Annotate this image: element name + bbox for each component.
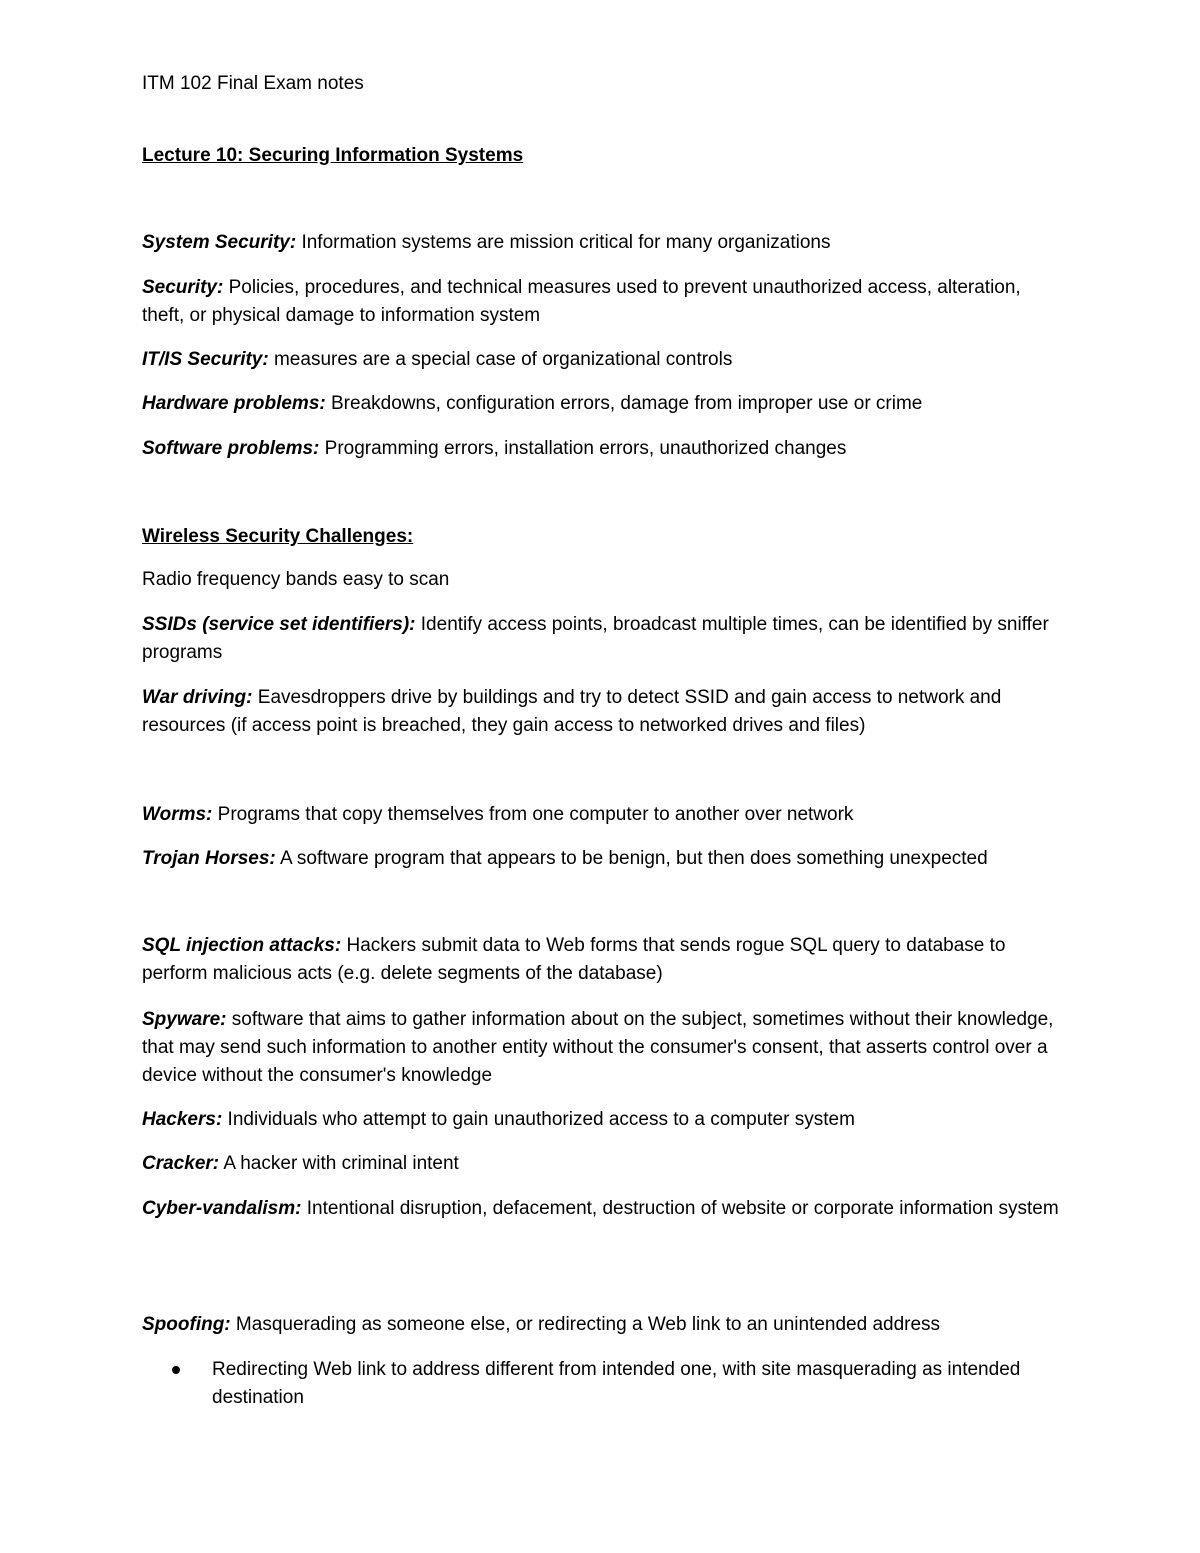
entry-system-security <box>142 229 1062 257</box>
definition-text: A hacker with criminal intent <box>219 1153 459 1174</box>
term-label: SSIDs (service set identifiers): <box>142 614 416 635</box>
entry-hackers <box>142 1106 1062 1134</box>
term-label: Cyber-vandalism: <box>142 1198 302 1219</box>
entry-spoofing <box>142 1311 1062 1339</box>
definition-text: software that aims to gather information about on the subject, sometimes without their knowledge, that may send such information to another entity without the consumer's consent, that asserts control over a device without the consumer's knowledge <box>142 1009 1054 1086</box>
definition-text: A software program that appears to be benign, but then does something unexpected <box>275 848 988 869</box>
radio-frequency-line: Radio frequency bands easy to scan <box>142 569 450 590</box>
definition-text: Individuals who attempt to gain unauthorized access to a computer system <box>222 1109 855 1130</box>
term-label: Spyware: <box>142 1009 227 1030</box>
term-label: System Security: <box>142 232 297 253</box>
entry-war-driving <box>142 684 1062 740</box>
term-label: SQL injection attacks: <box>142 935 342 956</box>
term-label: Software problems: <box>142 438 320 459</box>
bullet-icon <box>172 1366 180 1374</box>
entry-worms <box>142 801 1062 829</box>
definition-text: Identify access points, broadcast multiple times, can be identified by sniffer programs <box>142 614 1049 663</box>
term-label: Trojan Horses: <box>142 848 276 869</box>
term-label: Hardware problems: <box>142 393 326 414</box>
entry-cracker <box>142 1150 1062 1178</box>
lecture-heading: Lecture 10: Securing Information Systems <box>142 145 524 166</box>
definition-text: Breakdowns, configuration errors, damage from improper use or crime <box>325 393 923 414</box>
term-label: Security: <box>142 277 224 298</box>
definition-text: Information systems are mission critical for many organizations <box>296 232 831 253</box>
definition-text: Eavesdroppers drive by buildings and try to detect SSID and gain access to network and resources (if access point is breached, they gain access to networked drives and files) <box>142 687 1002 736</box>
entry-cyber-vandalism <box>142 1195 1062 1223</box>
term-label: Worms: <box>142 804 213 825</box>
entry-trojan-horses <box>142 845 1062 873</box>
term-label: Cracker: <box>142 1153 220 1174</box>
entry-software-problems <box>142 435 1062 463</box>
document-title: ITM 102 Final Exam notes <box>142 73 364 94</box>
bullet-text: Redirecting Web link to address different from intended one, with site masquerading as intended destination <box>212 1359 1021 1408</box>
term-label: Hackers: <box>142 1109 223 1130</box>
term-label: War driving: <box>142 687 253 708</box>
definition-text: Programs that copy themselves from one computer to another over network <box>212 804 854 825</box>
term-label: Spoofing: <box>142 1314 231 1335</box>
wireless-heading: Wireless Security Challenges: <box>142 526 414 547</box>
definition-text: Policies, procedures, and technical measures used to prevent unauthorized access, alteration, theft, or physical damage to information system <box>142 277 1021 326</box>
term-label: IT/IS Security: <box>142 349 269 370</box>
definition-text: Intentional disruption, defacement, destruction of website or corporate information system <box>301 1198 1059 1219</box>
definition-text: Programming errors, installation errors, unauthorized changes <box>319 438 847 459</box>
definition-text: Hackers submit data to Web forms that sends rogue SQL query to database to perform malicious acts (e.g. delete segments of the database) <box>142 935 1006 984</box>
entry-security <box>142 274 1062 330</box>
entry-itis-security <box>142 346 1062 374</box>
entry-sql-injection <box>142 932 1062 988</box>
entry-spyware <box>142 1006 1062 1090</box>
definition-text: measures are a special case of organizational controls <box>268 349 733 370</box>
entry-hardware-problems <box>142 390 1062 418</box>
definition-text: Masquerading as someone else, or redirecting a Web link to an unintended address <box>230 1314 941 1335</box>
entry-ssids <box>142 611 1062 667</box>
